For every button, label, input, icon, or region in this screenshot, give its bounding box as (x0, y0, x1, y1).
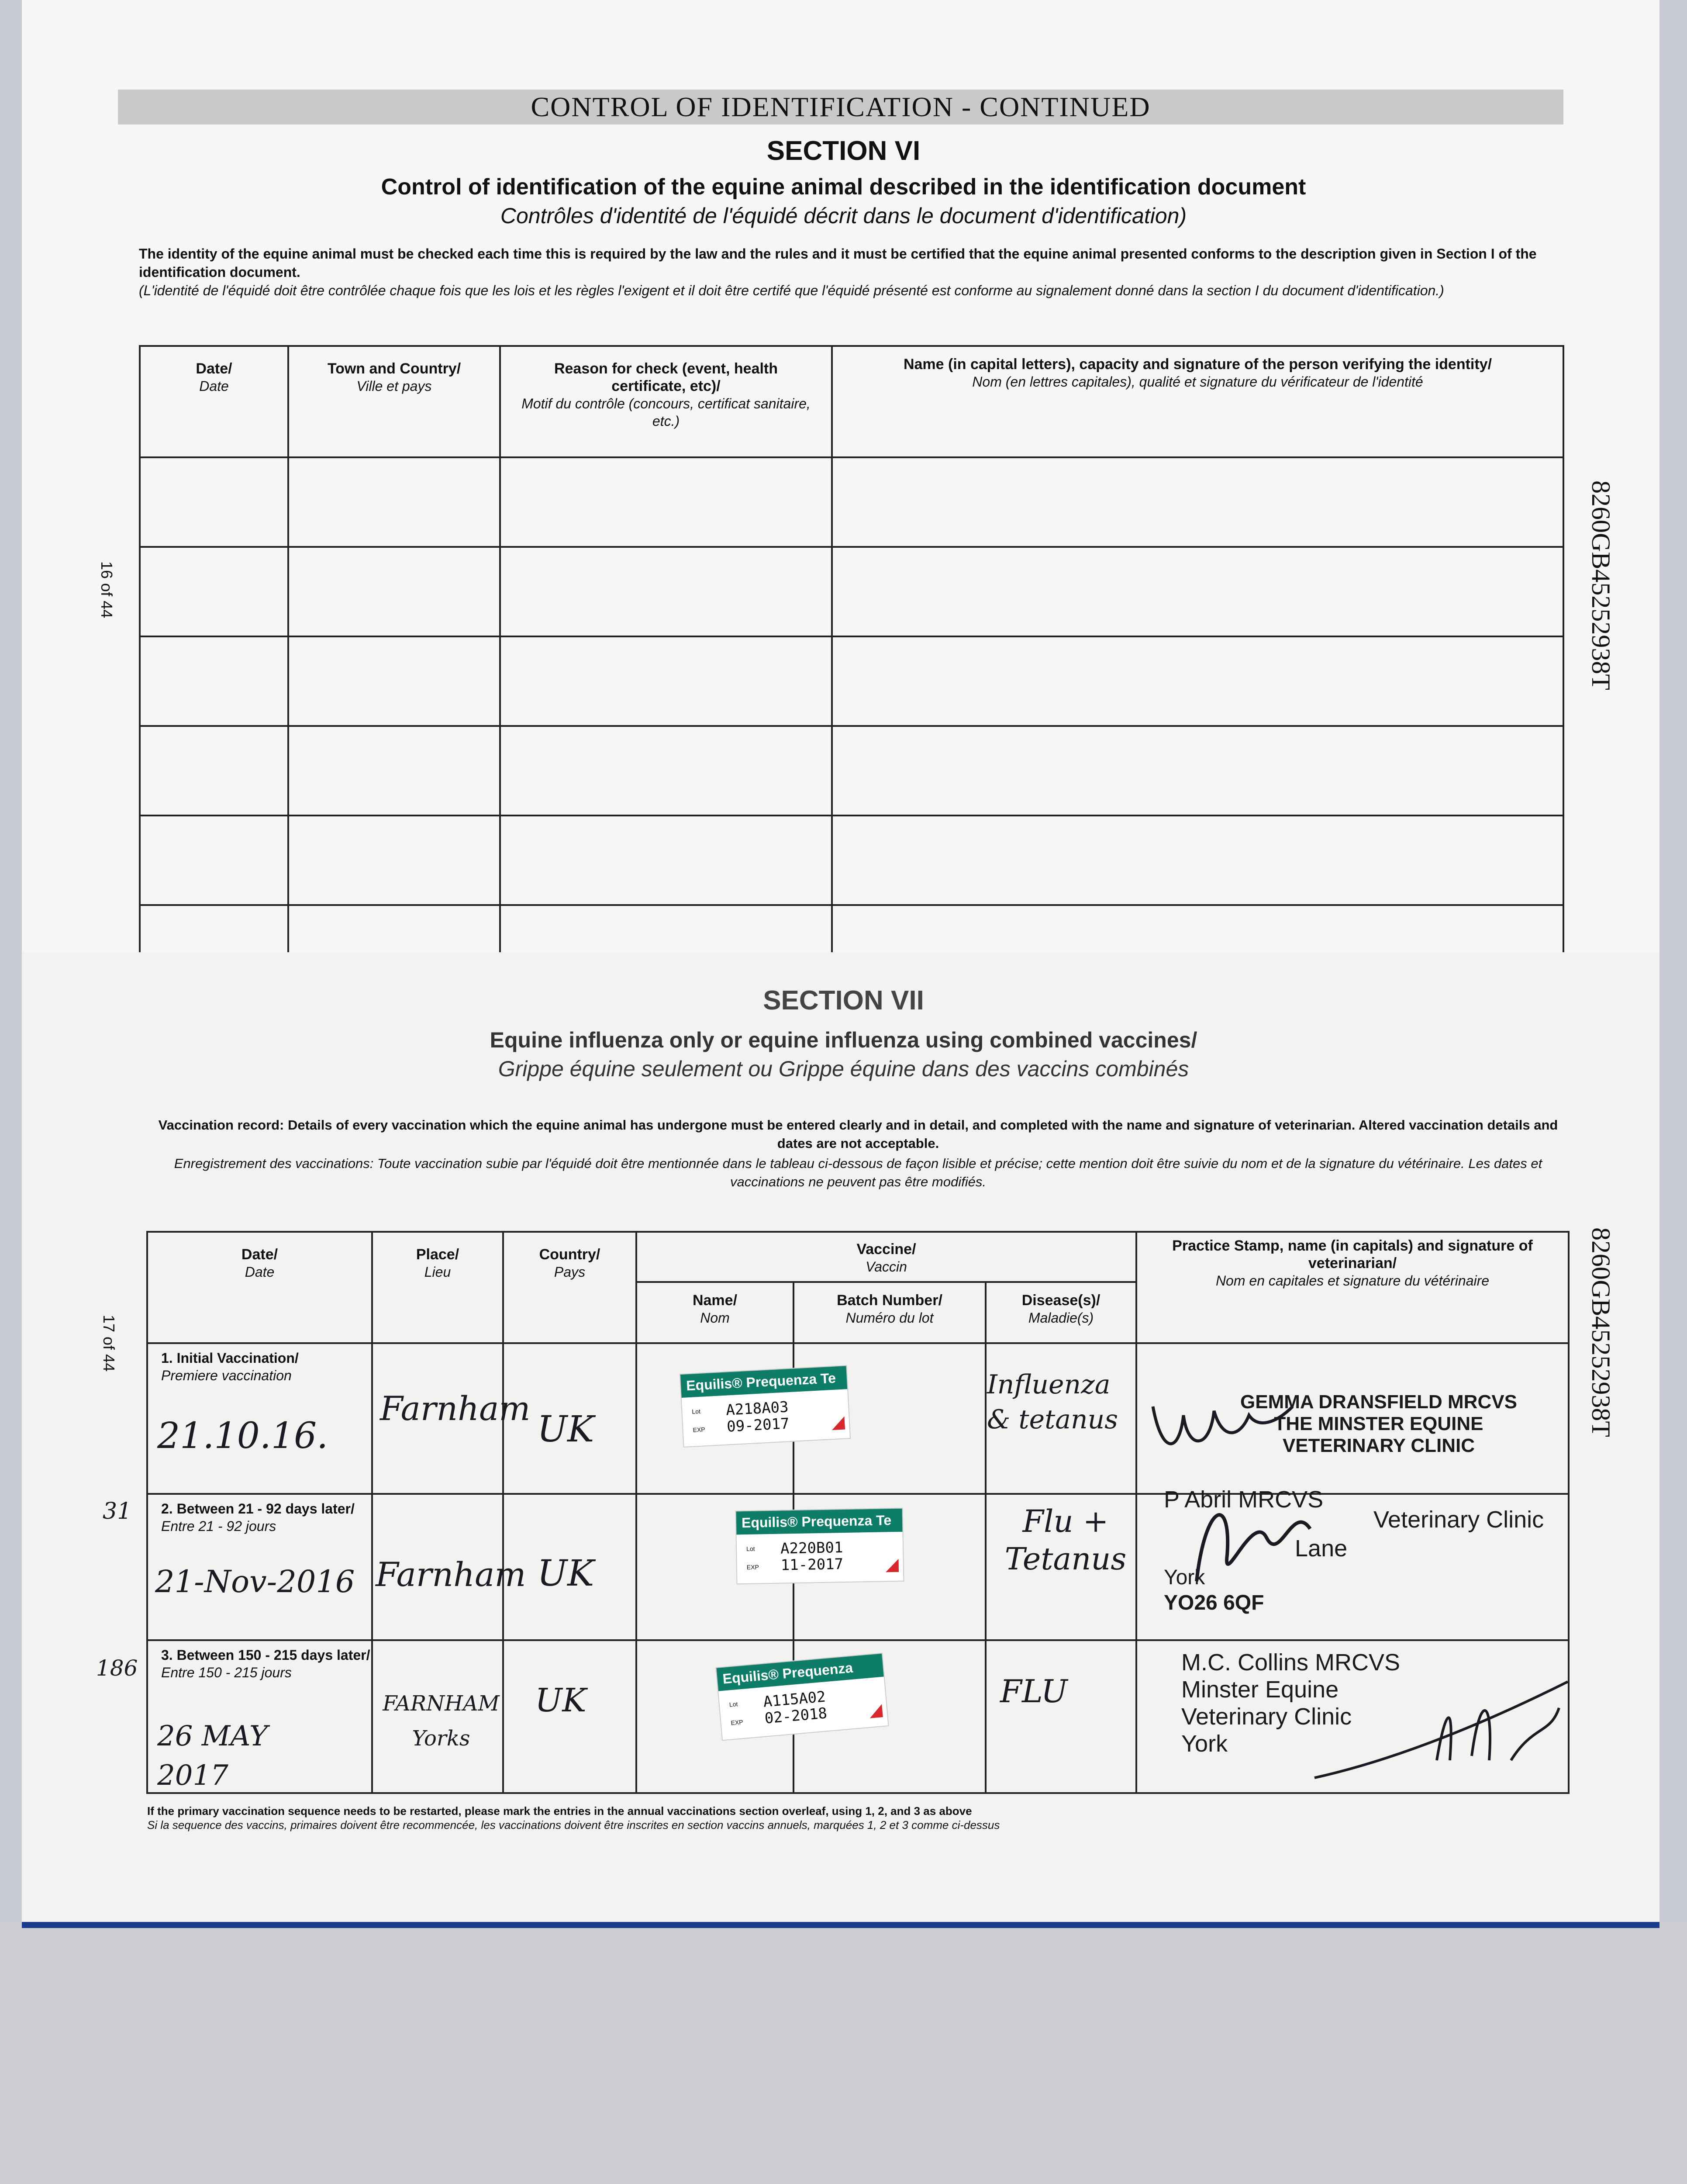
section-vi-title: Control of identification of the equine animal described in the identification document (381, 174, 1306, 200)
section-vii-title-fr: Grippe équine seulement ou Grippe équine dans des vaccins combinés (498, 1057, 1189, 1081)
vaccine-brand: Equilis® Prequenza (717, 1654, 884, 1691)
section-banner: CONTROL OF IDENTIFICATION - CONTINUED (118, 90, 1563, 124)
section-vii-heading: SECTION VII (763, 985, 924, 1016)
vet-stamp-1: GEMMA DRANSFIELD MRCVS THE MINSTER EQUINE VETERINARY CLINIC (1240, 1391, 1517, 1456)
col-practice-stamp: Practice Stamp, name (in capitals) and signature of veterinarian/ Nom en capitales et signature du vétérinaire (1136, 1232, 1569, 1343)
vac-disease-1: Influenza & tetanus (987, 1369, 1118, 1435)
col-disease: Disease(s)/ Maladie(s) (986, 1282, 1136, 1343)
label-corner-flag (869, 1704, 883, 1718)
expiry-date: 09-2017 (726, 1415, 790, 1436)
vaccine-label-1 (680, 1365, 851, 1448)
vac-place-1: Farnham (380, 1389, 531, 1428)
intro-text-fr: (L'identité de l'équidé doit être contrôlée chaque fois que les lois et les règles l'exigent et il doit être certifé que l'équidé présenté est conforme au signalement donné dans la section I du document d'identification.) (139, 283, 1444, 298)
table-row[interactable] (140, 816, 1563, 905)
document-code-top: 8260GB45252938T (1587, 480, 1615, 690)
vac-country-1: UK (537, 1409, 594, 1450)
col-reason: Reason for check (event, health certificate, etc)/ Motif du contrôle (concours, certificat sanitaire, etc.) (500, 346, 832, 457)
vet-signature-3 (1306, 1673, 1611, 1787)
lot-number: A220B01 (780, 1539, 843, 1558)
table-row[interactable] (140, 636, 1563, 726)
vac-country-2: UK (537, 1553, 594, 1594)
label-corner-flag (831, 1417, 845, 1431)
lot-caption: Lot (746, 1545, 755, 1552)
row-label-fr: Entre 21 - 92 jours (161, 1518, 276, 1534)
col-vac-date: Date/ Date (147, 1232, 372, 1343)
identity-check-header (140, 346, 1563, 457)
lot-number: A115A02 (762, 1688, 827, 1711)
table-row[interactable] (140, 905, 1563, 955)
vaccine-brand: Equilis® Prequenza Te (680, 1366, 847, 1398)
document-code-bottom: 8260GB45252938T (1587, 1227, 1615, 1437)
vac-date-2: 21-Nov-2016 (155, 1564, 355, 1600)
row-label: 2. Between 21 - 92 days later/ (161, 1501, 355, 1517)
margin-note-2: 31 (103, 1498, 132, 1524)
table-row[interactable] (140, 457, 1563, 547)
table-row[interactable] (140, 726, 1563, 816)
row-label-fr: Entre 150 - 215 jours (161, 1665, 292, 1680)
exp-caption: EXP (746, 1563, 759, 1571)
page-number-16: 16 of 44 (98, 561, 116, 619)
col-date: Date/ Date (140, 346, 288, 457)
lot-number: A218A03 (725, 1398, 789, 1419)
vaccination-record-en: Vaccination record: Details of every vaccination which the equine animal has undergone must be entered clearly and in detail, and completed with the name and signature of veterinarian. Altered vaccination details and dates are not acceptable. (158, 1117, 1558, 1151)
col-verifier: Name (in capital letters), capacity and signature of the person verifying the identity/ Nom (en lettres capitales), qualité et signature du vérificateur de l'identité (832, 346, 1563, 457)
exp-caption: EXP (730, 1718, 744, 1727)
row-label: 1. Initial Vaccination/ (161, 1350, 299, 1366)
vaccination-record-fr: Enregistrement des vaccinations: Toute vaccination subie par l'équidé doit être mentionnée dans le tableau ci-dessous de façon lisible et précise; cette mention doit être suivie du nom et de la signature du vétérinaire. Les dates et vaccinations ne peuvent pas être modifiés. (174, 1156, 1542, 1189)
vac-place-2: Farnham (376, 1555, 526, 1594)
col-vaccine-name: Name/ Nom (636, 1282, 793, 1343)
vet-stamp-2: P Abril MRCVS Veterinary Clinic Lane York YO26 6QF (1164, 1486, 1544, 1614)
expiry-date: 02-2018 (764, 1704, 828, 1728)
vac-disease-2: Flu + Tetanus (1004, 1503, 1127, 1577)
footnote-fr: Si la sequence des vaccins, primaires doivent être recommencée, les vaccinations doivent être inscrites en section vaccins annuels, marquées 1, 2 et 3 comme ci-dessus (147, 1818, 1000, 1832)
section-vii-title: Equine influenza only or equine influenza using combined vaccines/ (490, 1028, 1197, 1052)
row-label-fr: Premiere vaccination (161, 1368, 292, 1383)
vac-date-1: 21.10.16. (157, 1415, 328, 1457)
vaccination-record-text (155, 1116, 1561, 1191)
footnote (147, 1804, 1571, 1832)
vac-place-3: FARNHAM Yorks (383, 1691, 500, 1751)
col-vaccine: Vaccine/ Vaccin (636, 1232, 1136, 1282)
col-town-country: Town and Country/ Ville et pays (288, 346, 500, 457)
vet-signature-2 (1179, 1485, 1336, 1599)
table-row[interactable] (140, 547, 1563, 636)
vet-stamp-3: M.C. Collins MRCVS Minster Equine Veterinary Clinic York (1181, 1649, 1401, 1757)
vac-date-3: 26 MAY 2017 (157, 1720, 268, 1792)
col-batch-number: Batch Number/ Numéro du lot (793, 1282, 986, 1343)
scanner-background (0, 1922, 1687, 2184)
page-number-17: 17 of 44 (100, 1315, 118, 1372)
vaccine-brand: Equilis® Prequenza Te (736, 1509, 903, 1535)
vaccine-label-2 (735, 1508, 904, 1585)
vac-country-3: UK (535, 1682, 586, 1719)
row-label: 3. Between 150 - 215 days later/ (161, 1647, 370, 1663)
lot-caption: Lot (729, 1700, 738, 1708)
identity-check-table (139, 345, 1564, 955)
expiry-date: 11-2017 (780, 1555, 844, 1574)
intro-text-en: The identity of the equine animal must be checked each time this is required by the law and the rules and it must be certified that the equine animal presented conforms to the description given in Section I of the identification document. (139, 246, 1537, 280)
vaccine-label-3 (715, 1653, 889, 1741)
col-vac-country: Country/ Pays (503, 1232, 636, 1343)
intro-text (139, 245, 1549, 300)
exp-caption: EXP (693, 1426, 706, 1434)
label-corner-flag (886, 1559, 899, 1572)
section-vi-title-fr: Contrôles d'identité de l'équidé décrit dans le document d'identification) (500, 204, 1187, 228)
lot-caption: Lot (691, 1407, 701, 1415)
margin-note-3: 186 (96, 1655, 138, 1681)
col-vac-place: Place/ Lieu (372, 1232, 503, 1343)
section-vi-heading: SECTION VI (766, 136, 921, 166)
vet-signature-1 (1144, 1389, 1301, 1468)
vac-disease-3: FLU (1000, 1673, 1068, 1710)
footnote-en: If the primary vaccination sequence needs to be restarted, please mark the entries in the annual vaccinations section overleaf, using 1, 2, and 3 as above (147, 1804, 972, 1818)
